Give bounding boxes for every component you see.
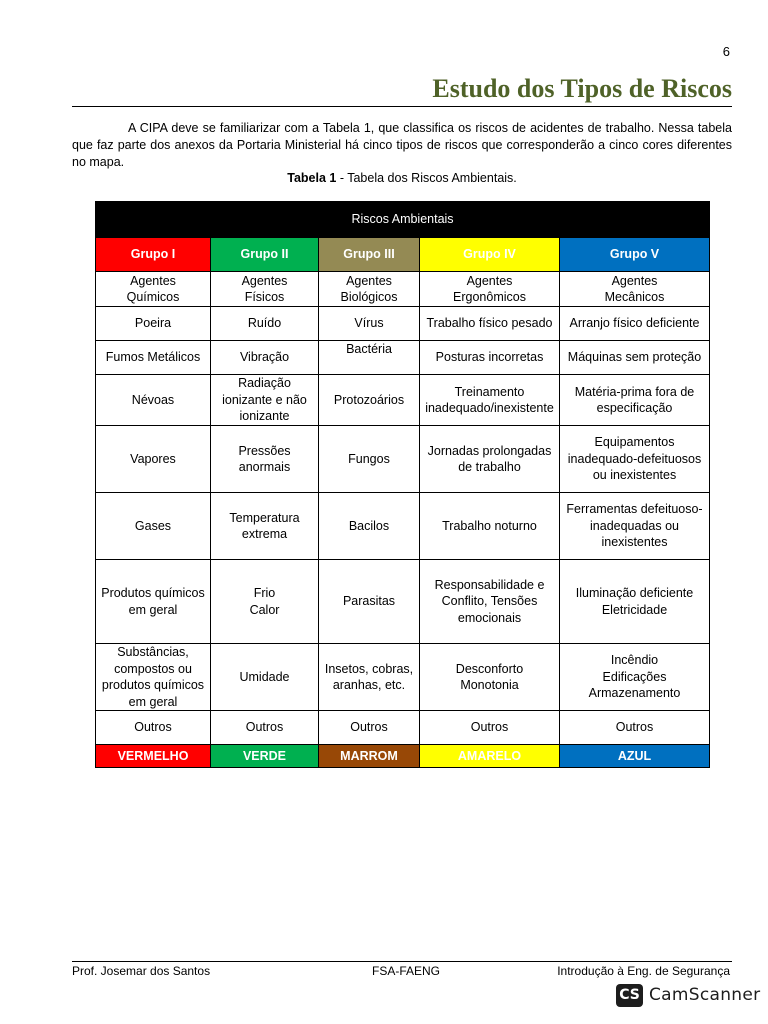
table-cell: Radiação ionizante e não ionizante: [211, 375, 319, 426]
title-divider: [72, 106, 732, 107]
table-cell: Ferramentas defeituoso-inadequadas ou inexistentes: [560, 493, 710, 560]
table-cell: Frio Calor: [211, 560, 319, 644]
table-cell: Trabalho noturno: [420, 493, 560, 560]
intro-text: A CIPA deve se familiarizar com a Tabela 1, que classifica os riscos de acidentes de trabalho. Nessa tabela que faz parte dos anexos da Portaria Ministerial há cinco tipos de riscos que corresponderão a cinco cores diferentes no mapa.: [72, 121, 732, 169]
footer-institution: FSA-FAENG: [371, 964, 440, 978]
table-row: [96, 341, 710, 375]
table-cell: Produtos químicos em geral: [96, 560, 211, 644]
color-label: MARROM: [319, 745, 420, 768]
table-cell: Treinamento inadequado/inexistente: [420, 375, 560, 426]
table-cell: Ruído: [211, 307, 319, 341]
table-caption: [72, 171, 732, 185]
table-cell: Substâncias, compostos ou produtos químicos em geral: [96, 644, 211, 711]
table-cell: Fumos Metálicos: [96, 341, 211, 375]
table-cell: Outros: [319, 711, 420, 745]
intro-paragraph: [72, 120, 732, 171]
table-cell: Umidade: [211, 644, 319, 711]
footer-author: Prof. Josemar dos Santos: [72, 964, 211, 978]
group-header: Grupo II: [211, 238, 319, 272]
table-cell: Agentes Físicos: [211, 272, 319, 307]
footer: [72, 964, 732, 980]
group-header: Grupo IV: [420, 238, 560, 272]
table-cell: Temperatura extrema: [211, 493, 319, 560]
camscanner-logo-icon: CS: [616, 984, 643, 1007]
caption-text: Tabela dos Riscos Ambientais.: [347, 171, 517, 185]
table-cell: Gases: [96, 493, 211, 560]
table-header: Riscos Ambientais: [96, 202, 710, 238]
table-cell: Vibração: [211, 341, 319, 375]
footer-course: Introdução à Eng. de Segurança: [557, 964, 730, 978]
table-cell: Matéria-prima fora de especificação: [560, 375, 710, 426]
table-cell: Névoas: [96, 375, 211, 426]
table-cell: Insetos, cobras, aranhas, etc.: [319, 644, 420, 711]
table-cell: Iluminação deficiente Eletricidade: [560, 560, 710, 644]
table-row: [96, 560, 710, 644]
camscanner-watermark: [616, 982, 760, 1008]
table-cell: Outros: [211, 711, 319, 745]
table-cell: Vapores: [96, 426, 211, 493]
table-row: [96, 307, 710, 341]
table-cell: Agentes Mecânicos: [560, 272, 710, 307]
table-row: [96, 426, 710, 493]
camscanner-text: CamScanner: [649, 985, 761, 1005]
table-cell: Agentes Químicos: [96, 272, 211, 307]
table-cell: Responsabilidade e Conflito, Tensões emocionais: [420, 560, 560, 644]
table-cell: Bacilos: [319, 493, 420, 560]
table-cell: Agentes Ergonômicos: [420, 272, 560, 307]
table-cell: Outros: [96, 711, 211, 745]
table-row: [96, 711, 710, 745]
table-cell: Jornadas prolongadas de trabalho: [420, 426, 560, 493]
table-row: [96, 375, 710, 426]
table-cell: Pressões anormais: [211, 426, 319, 493]
caption-label: Tabela 1: [287, 171, 337, 185]
risk-table: [95, 201, 710, 768]
caption-separator: -: [336, 171, 348, 185]
table-cell: Desconforto Monotonia: [420, 644, 560, 711]
group-header: Grupo V: [560, 238, 710, 272]
footer-divider: [72, 961, 732, 962]
page-title: Estudo dos Tipos de Riscos: [432, 74, 732, 103]
table-cell: Incêndio Edificações Armazenamento: [560, 644, 710, 711]
table-cell: Agentes Biológicos: [319, 272, 420, 307]
table-cell: Equipamentos inadequado-defeituosos ou inexistentes: [560, 426, 710, 493]
table-cell: Poeira: [96, 307, 211, 341]
page-number: 6: [722, 44, 730, 59]
table-cell: Arranjo físico deficiente: [560, 307, 710, 341]
group-header: Grupo I: [96, 238, 211, 272]
table-cell: Fungos: [319, 426, 420, 493]
table-row: [96, 644, 710, 711]
table-cell: Protozoários: [319, 375, 420, 426]
table-cell: Máquinas sem proteção: [560, 341, 710, 375]
table-cell: Parasitas: [319, 560, 420, 644]
color-label: VERDE: [211, 745, 319, 768]
table-row: [96, 272, 710, 307]
table-cell: Outros: [560, 711, 710, 745]
table-cell: Outros: [420, 711, 560, 745]
color-label: VERMELHO: [96, 745, 211, 768]
color-label: AMARELO: [420, 745, 560, 768]
table-cell: Trabalho físico pesado: [420, 307, 560, 341]
table-cell: Bactéria: [319, 341, 420, 375]
group-header: Grupo III: [319, 238, 420, 272]
table-row: [96, 493, 710, 560]
color-label: AZUL: [560, 745, 710, 768]
table-cell: Posturas incorretas: [420, 341, 560, 375]
table-cell: Vírus: [319, 307, 420, 341]
